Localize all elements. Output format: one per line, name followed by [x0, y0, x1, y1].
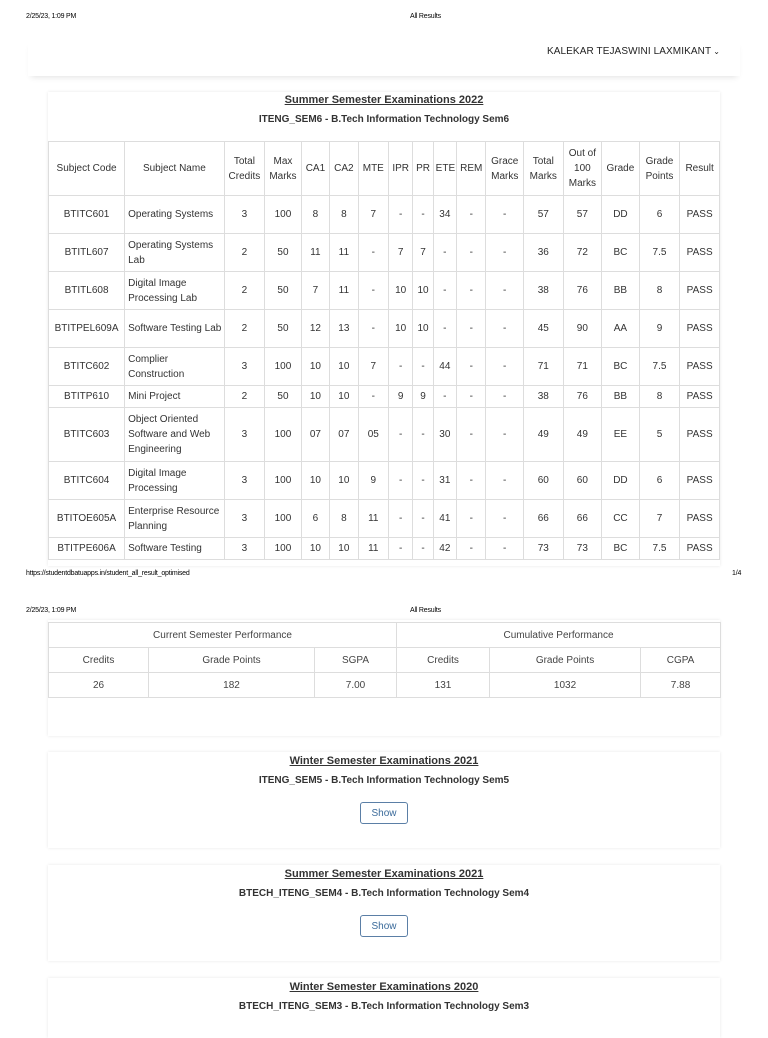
table-cell: -	[486, 462, 524, 500]
column-header: Grade Points	[639, 142, 680, 196]
column-header: Total Credits	[224, 142, 265, 196]
table-cell: -	[413, 348, 433, 386]
subject-name: Operating Systems Lab	[125, 234, 224, 272]
table-cell: 11	[358, 538, 388, 560]
table-cell: 11	[330, 234, 358, 272]
cumulative-performance-header: Cumulative Performance	[397, 623, 721, 648]
subject-code: BTITOE605A	[49, 500, 125, 538]
column-header: Out of 100 Marks	[563, 142, 602, 196]
table-cell: -	[389, 196, 413, 234]
table-cell: DD	[602, 462, 640, 500]
table-cell: 100	[265, 500, 302, 538]
table-cell: -	[433, 310, 456, 348]
subject-code: BTITP610	[49, 386, 125, 408]
table-cell: 3	[224, 500, 265, 538]
performance-column-label: CGPA	[641, 648, 721, 673]
table-cell: 7	[358, 196, 388, 234]
subject-code: BTITC602	[49, 348, 125, 386]
table-cell: 71	[524, 348, 564, 386]
subject-code: BTITC603	[49, 408, 125, 462]
table-cell: 100	[265, 348, 302, 386]
column-header: Result	[680, 142, 720, 196]
table-cell: 7	[639, 500, 680, 538]
current-semester-performance-header: Current Semester Performance	[49, 623, 397, 648]
table-cell: 5	[639, 408, 680, 462]
table-cell: 3	[224, 538, 265, 560]
table-cell: 57	[524, 196, 564, 234]
table-cell: PASS	[680, 462, 720, 500]
subject-name: Enterprise Resource Planning	[125, 500, 224, 538]
table-cell: 8	[639, 386, 680, 408]
user-menu[interactable]	[547, 46, 720, 57]
table-row	[49, 196, 720, 234]
column-header: CA2	[330, 142, 358, 196]
table-cell: -	[486, 348, 524, 386]
table-cell: AA	[602, 310, 640, 348]
table-cell: 11	[358, 500, 388, 538]
table-cell: 57	[563, 196, 602, 234]
table-cell: 10	[301, 462, 329, 500]
table-row	[49, 348, 720, 386]
table-cell: 3	[224, 408, 265, 462]
table-cell: 8	[330, 500, 358, 538]
table-cell: 10	[389, 272, 413, 310]
print-page-number: 1/4	[732, 570, 742, 577]
performance-value: 7.00	[315, 673, 397, 698]
semester-subtitle: BTECH_ITENG_SEM4 - B.Tech Information Technology Sem4	[238, 888, 530, 899]
table-cell: -	[413, 408, 433, 462]
table-cell: -	[457, 408, 486, 462]
table-cell: 9	[639, 310, 680, 348]
table-cell: 9	[358, 462, 388, 500]
user-name: KALEKAR TEJASWINI LAXMIKANT	[546, 46, 712, 57]
semester-title[interactable]: Winter Semester Examinations 2020	[289, 981, 479, 993]
table-cell: -	[413, 196, 433, 234]
table-cell: 31	[433, 462, 456, 500]
table-cell: 73	[563, 538, 602, 560]
subject-code: BTITPEL609A	[49, 310, 125, 348]
table-cell: 66	[563, 500, 602, 538]
table-cell: 7	[413, 234, 433, 272]
table-cell: 50	[265, 272, 302, 310]
table-cell: -	[358, 234, 388, 272]
table-cell: -	[433, 386, 456, 408]
table-cell: -	[457, 500, 486, 538]
performance-table	[48, 622, 721, 698]
table-cell: 42	[433, 538, 456, 560]
column-header: Grace Marks	[486, 142, 524, 196]
table-cell: BB	[602, 272, 640, 310]
table-cell: -	[457, 348, 486, 386]
table-cell: -	[389, 538, 413, 560]
table-cell: 7	[389, 234, 413, 272]
table-cell: 13	[330, 310, 358, 348]
results-table	[48, 141, 720, 560]
table-cell: 72	[563, 234, 602, 272]
print-title: All Results	[410, 13, 441, 20]
table-cell: -	[457, 196, 486, 234]
performance-column-label: Credits	[49, 648, 149, 673]
table-cell: 9	[413, 386, 433, 408]
subject-code: BTITPE606A	[49, 538, 125, 560]
table-cell: -	[413, 462, 433, 500]
table-cell: PASS	[680, 348, 720, 386]
table-row	[49, 272, 720, 310]
show-button[interactable]: Show	[360, 802, 408, 824]
table-cell: 41	[433, 500, 456, 538]
performance-value: 182	[149, 673, 315, 698]
performance-value: 26	[49, 673, 149, 698]
table-cell: 3	[224, 462, 265, 500]
column-header: MTE	[358, 142, 388, 196]
table-cell: 07	[301, 408, 329, 462]
semester-card-sem4	[48, 865, 720, 961]
table-cell: -	[486, 500, 524, 538]
column-header: IPR	[389, 142, 413, 196]
table-cell: 100	[265, 408, 302, 462]
table-cell: 36	[524, 234, 564, 272]
table-cell: 76	[563, 272, 602, 310]
table-cell: PASS	[680, 538, 720, 560]
table-cell: 10	[389, 310, 413, 348]
column-header: Total Marks	[524, 142, 564, 196]
semester-subtitle: ITENG_SEM6 - B.Tech Information Technology Sem6	[258, 114, 510, 125]
table-cell: 10	[301, 348, 329, 386]
table-cell: PASS	[680, 310, 720, 348]
subject-name: Digital Image Processing Lab	[125, 272, 224, 310]
table-cell: 3	[224, 348, 265, 386]
table-row	[49, 408, 720, 462]
table-cell: BB	[602, 386, 640, 408]
performance-value: 131	[397, 673, 490, 698]
table-row	[49, 500, 720, 538]
chevron-down-icon: ⌄	[713, 47, 720, 56]
performance-column-label: Credits	[397, 648, 490, 673]
table-cell: 3	[224, 196, 265, 234]
table-cell: DD	[602, 196, 640, 234]
table-cell: 7.5	[639, 234, 680, 272]
table-cell: 76	[563, 386, 602, 408]
table-cell: 49	[524, 408, 564, 462]
table-cell: 10	[301, 538, 329, 560]
table-cell: PASS	[680, 272, 720, 310]
table-cell: 10	[330, 462, 358, 500]
table-cell: 50	[265, 386, 302, 408]
table-cell: -	[486, 408, 524, 462]
table-cell: PASS	[680, 386, 720, 408]
table-cell: 60	[563, 462, 602, 500]
column-header: Grade	[602, 142, 640, 196]
table-cell: 10	[413, 272, 433, 310]
table-cell: -	[457, 310, 486, 348]
table-cell: 30	[433, 408, 456, 462]
table-cell: PASS	[680, 500, 720, 538]
print-url: https://studentdbatuapps.in/student_all_result_optimised	[26, 570, 190, 577]
table-cell: 73	[524, 538, 564, 560]
table-cell: 2	[224, 310, 265, 348]
semester-card-sem3	[48, 978, 720, 1038]
performance-column-label: SGPA	[315, 648, 397, 673]
table-cell: -	[358, 310, 388, 348]
table-cell: 2	[224, 272, 265, 310]
table-cell: 10	[330, 538, 358, 560]
table-cell: PASS	[680, 196, 720, 234]
table-cell: -	[433, 272, 456, 310]
table-cell: 60	[524, 462, 564, 500]
table-cell: 38	[524, 272, 564, 310]
subject-name: Operating Systems	[125, 196, 224, 234]
table-cell: -	[413, 500, 433, 538]
subject-code: BTITC604	[49, 462, 125, 500]
table-cell: -	[358, 386, 388, 408]
subject-name: Mini Project	[125, 386, 224, 408]
table-row	[49, 462, 720, 500]
table-cell: -	[486, 196, 524, 234]
column-header: Max Marks	[265, 142, 302, 196]
column-header: PR	[413, 142, 433, 196]
performance-value: 7.88	[641, 673, 721, 698]
subject-name: Object Oriented Software and Web Engineering	[125, 408, 224, 462]
print-title-2: All Results	[410, 607, 441, 614]
table-cell: 45	[524, 310, 564, 348]
semester-subtitle: ITENG_SEM5 - B.Tech Information Technology Sem5	[258, 775, 510, 786]
subject-name: Software Testing	[125, 538, 224, 560]
column-header: ETE	[433, 142, 456, 196]
table-row	[49, 234, 720, 272]
table-cell: -	[457, 234, 486, 272]
table-cell: -	[457, 538, 486, 560]
table-cell: CC	[602, 500, 640, 538]
table-cell: 11	[301, 234, 329, 272]
table-cell: 50	[265, 234, 302, 272]
semester-title[interactable]: Winter Semester Examinations 2021	[289, 755, 479, 767]
semester-subtitle: BTECH_ITENG_SEM3 - B.Tech Information Technology Sem3	[238, 1001, 530, 1012]
table-cell: -	[389, 462, 413, 500]
table-cell: 10	[301, 386, 329, 408]
table-cell: 2	[224, 386, 265, 408]
table-cell: 8	[330, 196, 358, 234]
table-row	[49, 310, 720, 348]
table-cell: 8	[639, 272, 680, 310]
table-cell: -	[389, 348, 413, 386]
table-cell: 2	[224, 234, 265, 272]
table-cell: BC	[602, 538, 640, 560]
print-datetime: 2/25/23, 1:09 PM	[26, 13, 77, 20]
table-cell: 100	[265, 538, 302, 560]
table-cell: 8	[301, 196, 329, 234]
table-cell: 7	[301, 272, 329, 310]
table-cell: -	[457, 386, 486, 408]
table-cell: 6	[301, 500, 329, 538]
subject-name: Software Testing Lab	[125, 310, 224, 348]
table-cell: 10	[330, 386, 358, 408]
table-cell: 11	[330, 272, 358, 310]
table-cell: 100	[265, 462, 302, 500]
table-cell: 34	[433, 196, 456, 234]
table-cell: 49	[563, 408, 602, 462]
table-cell: -	[486, 310, 524, 348]
table-cell: -	[433, 234, 456, 272]
show-button[interactable]: Show	[360, 915, 408, 937]
table-cell: 7	[358, 348, 388, 386]
table-cell: -	[486, 234, 524, 272]
table-cell: 90	[563, 310, 602, 348]
column-header: CA1	[301, 142, 329, 196]
table-cell: 38	[524, 386, 564, 408]
table-cell: -	[389, 408, 413, 462]
subject-code: BTITL608	[49, 272, 125, 310]
user-bar	[28, 40, 740, 76]
column-header: Subject Code	[49, 142, 125, 196]
performance-column-label: Grade Points	[149, 648, 315, 673]
table-cell: -	[413, 538, 433, 560]
semester-card-sem5	[48, 752, 720, 848]
subject-name: Complier Construction	[125, 348, 224, 386]
table-cell: BC	[602, 348, 640, 386]
table-cell: 10	[330, 348, 358, 386]
semester-title[interactable]: Summer Semester Examinations 2021	[284, 868, 484, 880]
table-cell: EE	[602, 408, 640, 462]
table-cell: -	[457, 272, 486, 310]
table-cell: -	[486, 386, 524, 408]
table-cell: 7.5	[639, 538, 680, 560]
table-cell: 100	[265, 196, 302, 234]
table-cell: 07	[330, 408, 358, 462]
semester-title[interactable]: Summer Semester Examinations 2022	[284, 94, 484, 106]
table-row	[49, 386, 720, 408]
subject-name: Digital Image Processing	[125, 462, 224, 500]
performance-column-label: Grade Points	[490, 648, 641, 673]
table-cell: -	[457, 462, 486, 500]
table-cell: -	[486, 272, 524, 310]
table-row	[49, 538, 720, 560]
table-cell: BC	[602, 234, 640, 272]
subject-code: BTITC601	[49, 196, 125, 234]
table-cell: 12	[301, 310, 329, 348]
table-cell: 10	[413, 310, 433, 348]
table-cell: -	[486, 538, 524, 560]
table-cell: -	[358, 272, 388, 310]
table-cell: 05	[358, 408, 388, 462]
table-cell: 6	[639, 196, 680, 234]
table-cell: PASS	[680, 408, 720, 462]
table-cell: 44	[433, 348, 456, 386]
table-cell: 50	[265, 310, 302, 348]
table-cell: 66	[524, 500, 564, 538]
table-cell: -	[389, 500, 413, 538]
column-header: Subject Name	[125, 142, 224, 196]
table-cell: 6	[639, 462, 680, 500]
table-cell: PASS	[680, 234, 720, 272]
table-cell: 7.5	[639, 348, 680, 386]
performance-value: 1032	[490, 673, 641, 698]
print-datetime-2: 2/25/23, 1:09 PM	[26, 607, 77, 614]
table-cell: 9	[389, 386, 413, 408]
column-header: REM	[457, 142, 486, 196]
table-cell: 71	[563, 348, 602, 386]
subject-code: BTITL607	[49, 234, 125, 272]
table-header-row	[49, 142, 720, 196]
